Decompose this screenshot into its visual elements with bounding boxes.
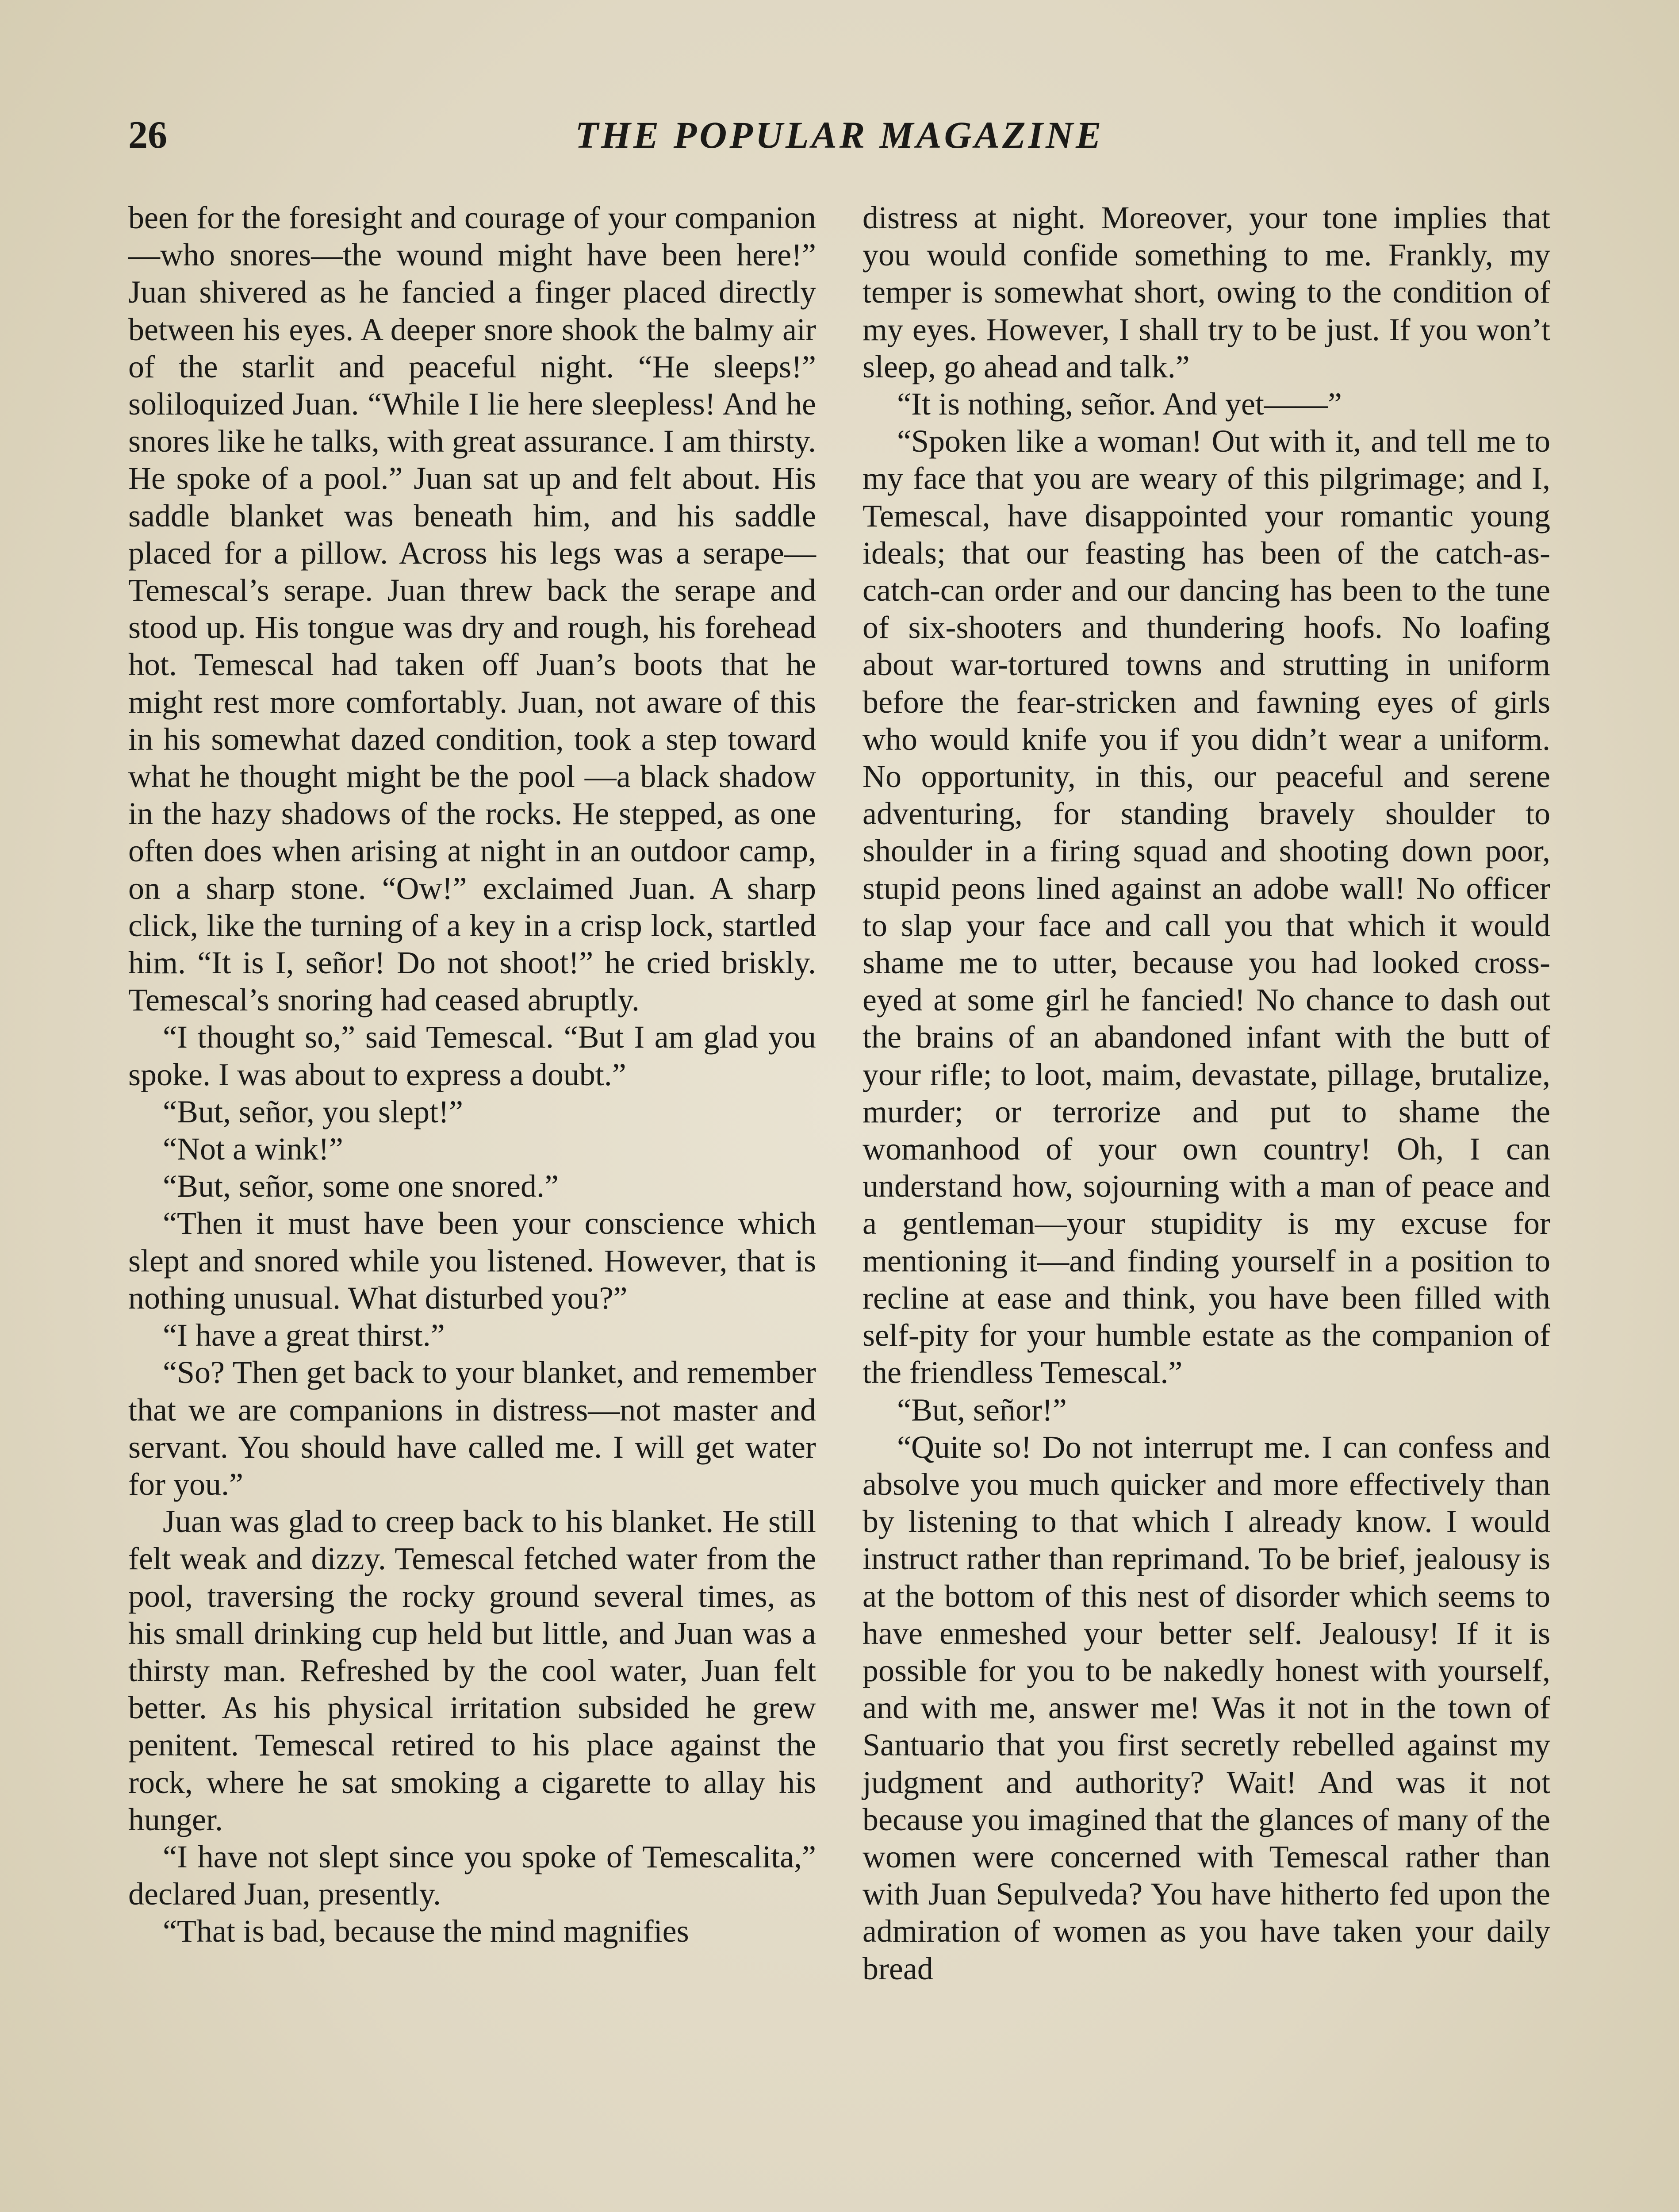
paragraph: “I thought so,” said Temescal. “But I am glad you spoke. I was about to express a doubt.” bbox=[128, 1019, 816, 1092]
paragraph: been for the foresight and courage of your companion—who snores—the wound might have been here!” Juan shivered as he fancied a finger placed directly between his eyes. A deeper snore shook the balmy air of the starlit and peaceful night. “He sleeps!” soliloquized Juan. “While I lie here sleepless! And he snores like he talks, with great assurance. I am thirsty. He spoke of a pool.” Juan sat up and felt about. His saddle blanket was beneath him, and his saddle placed for a pillow. Across his legs was a serape—Temescal’s serape. Juan threw back the serape and stood up. His tongue was dry and rough, his forehead hot. Temescal had taken off Juan’s boots that he might rest more comfortably. Juan, not aware of this in his somewhat dazed condition, took a step toward what he thought might be the pool —a black shadow in the hazy shadows of the rocks. He stepped, as one often does when arising at night in an outdoor camp, on a sharp stone. “Ow!” exclaimed Juan. A sharp click, like the turning of a key in a crisp lock, startled him. “It is I, señor! Do not shoot!” he cried briskly. Temescal’s snoring had ceased abruptly. bbox=[128, 200, 816, 1018]
paragraph: “Not a wink!” bbox=[163, 1131, 343, 1167]
paragraph: “But, señor, you slept!” bbox=[163, 1094, 463, 1129]
left-column bbox=[128, 199, 816, 1950]
page-header bbox=[128, 113, 1551, 170]
paragraph: “Quite so! Do not interrupt me. I can confess and absolve you much quicker and more effectively than by listening to that which I already know. I would instruct rather than reprimand. To be brief, jealousy is at the bottom of this nest of disorder which seems to have enmeshed your better self. Jealousy! If it is possible for you to be nakedly honest with yourself, and with me, answer me! Was it not in the town of Santuario that you first secretly rebelled against my judgment and authority? Wait! And was it not because you imagined that the glances of many of the women were concerned with Temescal rather than with Juan Sepulveda? You have hitherto fed upon the admiration of women as you have taken your daily bread bbox=[862, 1429, 1550, 1986]
paragraph: Juan was glad to creep back to his blanket. He still felt weak and dizzy. Temescal fetched water from the pool, traversing the rocky ground several times, as his small drinking cup held but little, and Juan was a thirsty man. Refreshed by the cool water, Juan felt better. As his physical irritation subsided he grew penitent. Temescal retired to his place against the rock, where he sat smoking a cigarette to allay his hunger. bbox=[128, 1504, 816, 1837]
paragraph: “I have not slept since you spoke of Temescalita,” declared Juan, presently. bbox=[128, 1839, 816, 1912]
page-number: 26 bbox=[128, 114, 167, 157]
paragraph: “It is nothing, señor. And yet——” bbox=[897, 386, 1342, 422]
running-head: THE POPULAR MAGAZINE bbox=[575, 114, 1104, 156]
paragraph: “But, señor!” bbox=[897, 1392, 1067, 1428]
paragraph: “That is bad, because the mind magnifies bbox=[163, 1913, 689, 1949]
paragraph: “I have a great thirst.” bbox=[163, 1317, 445, 1353]
paragraph: “But, señor, some one snored.” bbox=[163, 1168, 559, 1204]
paragraph: “Spoken like a woman! Out with it, and tell me to my face that you are weary of this pilgrimage; and I, Temescal, have disappointed your romantic young ideals; that our feasting has been of the catch-as-catch-can order and our dancing has been to the tune of six-shooters and thundering hoofs. No loafing about war-tortured towns and strutting in uniform before the fear-stricken and fawning eyes of girls who would knife you if you didn’t wear a uniform. No opportunity, in this, our peaceful and serene adventuring, for standing bravely shoulder to shoulder in a firing squad and shooting down poor, stupid peons lined against an adobe wall! No officer to slap your face and call you that which it would shame me to utter, because you had looked cross-eyed at some girl he fancied! No chance to dash out the brains of an abandoned infant with the butt of your rifle; to loot, maim, devastate, pillage, brutalize, murder; or terrorize and put to shame the womanhood of your own country! Oh, I can understand how, sojourning with a man of peace and a gentleman—your stupidity is my excuse for mentioning it—and finding yourself in a position to recline at ease and think, you have been filled with self-pity for your humble estate as the companion of the friendless Temescal.” bbox=[862, 423, 1550, 1390]
paragraph: distress at night. Moreover, your tone implies that you would confide something to me. Frankly, my temper is somewhat short, owing to the condition of my eyes. However, I shall try to be just. If you won’t sleep, go ahead and talk.” bbox=[862, 200, 1550, 384]
paragraph: “Then it must have been your conscience which slept and snored while you listened. However, that is nothing unusual. What disturbed you?” bbox=[128, 1206, 816, 1316]
right-column bbox=[862, 199, 1550, 1987]
paragraph: “So? Then get back to your blanket, and remember that we are companions in distress—not master and servant. You should have called me. I will get water for you.” bbox=[128, 1355, 816, 1502]
